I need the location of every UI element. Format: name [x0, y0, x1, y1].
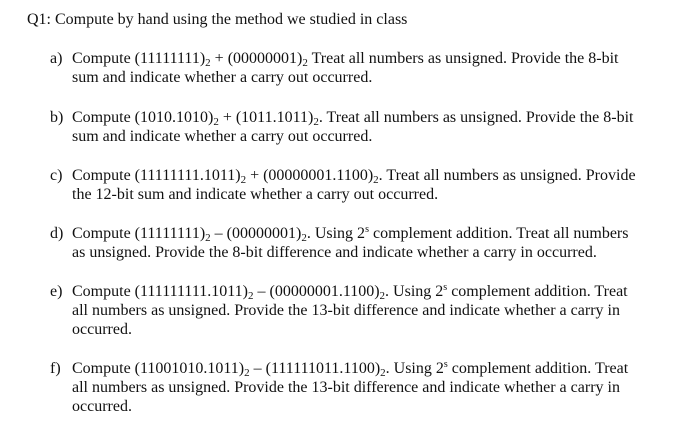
text-segment: – (00000001.1100) [253, 283, 380, 300]
text-segment: Compute (11111111.1011) [72, 167, 241, 184]
base-subscript: 2 [301, 232, 307, 244]
base-subscript: 2 [247, 290, 254, 302]
text-segment: Compute (11001010.1011) [72, 360, 245, 377]
question-line-3: occurred. [72, 398, 132, 415]
base-subscript: 2 [373, 174, 379, 186]
question-line-1 [72, 108, 687, 127]
base-subscript: 2 [240, 174, 247, 186]
question-letter: b) [50, 109, 64, 126]
text-segment: . Using 2 [385, 360, 444, 377]
complement-superscript: s [365, 224, 369, 235]
text-segment: + (00000001) [210, 50, 303, 67]
question-line-2: all numbers as unsigned. Provide the 13-bit difference and indicate whether a carry in [72, 379, 620, 396]
text-segment: . Treat all numbers as unsigned. Provide the 8-bit [318, 109, 634, 126]
text-segment: . Treat all numbers as unsigned. Provide [378, 167, 636, 184]
question-line-2: sum and indicate whether a carry out occurred. [72, 69, 373, 86]
question-text [72, 108, 687, 146]
text-segment: complement addition. Treat [447, 283, 628, 300]
text-segment: Compute (111111111.1011) [72, 283, 248, 300]
question-letter: c) [50, 167, 63, 184]
question-text [72, 224, 687, 262]
text-segment: + (00000001.1100) [246, 167, 374, 184]
question-line-1 [72, 359, 687, 378]
base-subscript: 2 [313, 116, 319, 128]
question-line-1 [72, 166, 687, 185]
question-letter: f) [50, 360, 61, 377]
text-segment: + (1011.1011) [218, 109, 314, 126]
question-line-3: occurred. [72, 321, 132, 338]
complement-superscript: s [443, 359, 448, 370]
text-segment: Compute (11111111) [72, 225, 206, 242]
question-text [72, 359, 687, 416]
question-line-1 [72, 224, 687, 243]
text-segment: Compute (1010.1010) [72, 109, 214, 126]
question-text [72, 49, 687, 87]
question-line-2: sum and indicate whether a carry out occurred. [72, 128, 373, 145]
text-segment: Compute (11111111) [72, 50, 206, 67]
question-line-2: all numbers as unsigned. Provide the 13-bit difference and indicate whether a carry in [72, 302, 620, 319]
question-line-1 [72, 282, 687, 301]
question-line-1 [72, 49, 687, 68]
question-title: Q1: Compute by hand using the method we studied in class [27, 11, 408, 28]
question-line-2: as unsigned. Provide the 8-bit difference and indicate whether a carry in occurred. [72, 244, 597, 261]
base-subscript: 2 [379, 290, 386, 302]
base-subscript: 2 [205, 232, 211, 244]
question-line-2: the 12-bit sum and indicate whether a carry out occurred. [72, 186, 439, 203]
text-segment: . Using 2 [306, 225, 366, 242]
base-subscript: 2 [213, 116, 219, 128]
text-segment: – (00000001) [210, 225, 302, 242]
base-subscript: 2 [302, 57, 308, 69]
question-letter: a) [50, 50, 63, 67]
question-text [72, 282, 687, 339]
base-subscript: 2 [205, 57, 211, 69]
text-segment: complement addition. Treat [447, 360, 629, 377]
base-subscript: 2 [380, 367, 386, 379]
complement-superscript: s [443, 282, 448, 293]
question-text [72, 166, 687, 204]
text-segment: Treat all numbers as unsigned. Provide the 8-bit [307, 50, 619, 67]
text-segment: . Using 2 [385, 283, 444, 300]
text-segment: – (111111011.1100) [249, 360, 381, 377]
question-letter: d) [50, 225, 64, 242]
question-letter: e) [50, 283, 63, 300]
text-segment: complement addition. Treat all numbers [368, 225, 629, 242]
base-subscript: 2 [244, 367, 250, 379]
